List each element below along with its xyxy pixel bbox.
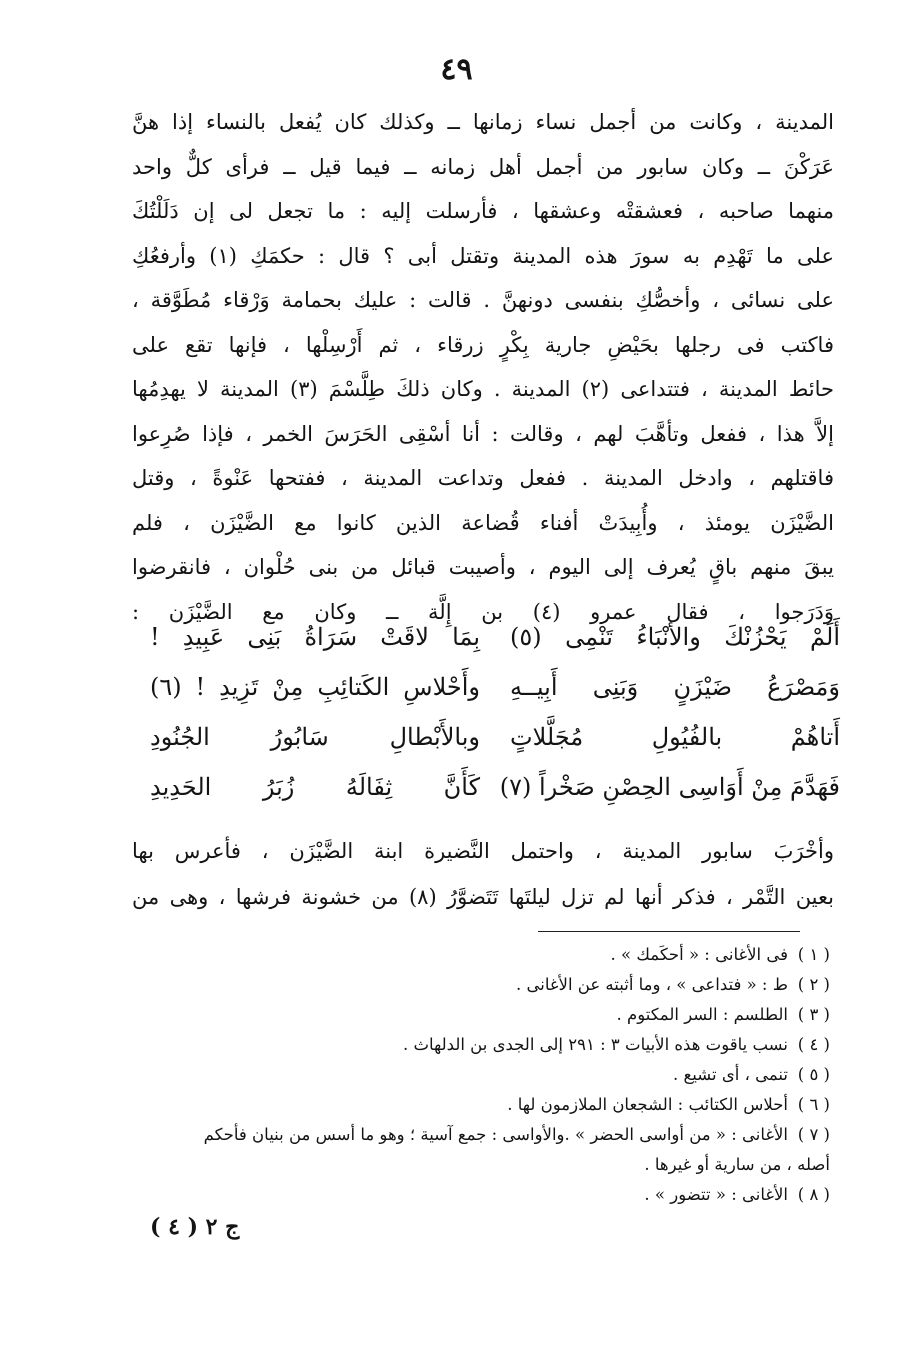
poem-verse — [150, 762, 840, 812]
text-line: فاقتلهم ، وادخل المدينة . ففعل وتداعت المدينة ، ففتحها عَنْوةً ، وقتل — [132, 466, 834, 490]
text-line: الضَّيْزَن يومئذ ، وأُبِيدَتْ أفناء قُضاعة الذين كانوا مع الضَّيْزَن ، فلم — [132, 510, 834, 535]
footnote-text: فى الأغانى : « أحكَمك » . — [610, 945, 788, 964]
footnote — [140, 1000, 830, 1030]
page-number: ٤٩ — [440, 52, 473, 87]
text-line: عَرَكْنَ ــ وكان سابور من أجمل أهل زمانه ــ فيما قيل ــ فرأى كلٌّ واحد — [132, 154, 834, 179]
text-line: إلاَّ هذا ، ففعل وتأهَّبَ لهم ، وقالت : أنا أسْقِى الحَرَسَ الخمر ، فإذا صُرِعوا — [132, 421, 834, 446]
poem-verse — [150, 712, 840, 762]
text-line: حائط المدينة ، فتتداعى (٢) المدينة . وكان ذلكَ طِلَّسْمَ (٣) المدينة لا يهدِمُها — [132, 377, 834, 401]
footnote — [140, 940, 830, 970]
verse-first-hemistich: فَهَدَّمَ مِنْ أَوَاسِى الحِصْنِ صَخْراً (٧) — [499, 773, 840, 801]
footnote-number: ( ٣ ) — [797, 1005, 830, 1024]
verse-second-hemistich: وأَحْلاسِ الكَتائِبِ مِنْ تَزِيدِ ! (٦) — [150, 673, 480, 701]
poem-verse — [150, 662, 840, 712]
footnote-continuation — [140, 1150, 830, 1180]
verse-first-hemistich: وَمَصْرَعُ ضَيْزَنٍ وَبَنِى أَبِيــهِ — [510, 673, 840, 701]
text-line: منهما صاحبه ، فعشقتْه وعشقها ، فأرسلت إليه : ما تجعل لى إن دَلَلْتُكَ — [132, 199, 834, 223]
footnote-text: الطلسم : السر المكتوم . — [616, 1005, 788, 1024]
verse-first-hemistich: أَتاهُمْ بالفُيُولِ مُجَلَّلاتٍ — [510, 723, 840, 751]
footnote-number: ( ١ ) — [797, 945, 830, 964]
text-line: وَدَرَجوا ، فقال عمرو (٤) بن إِلَّة ــ وكان مع الضَّيْزَن : — [132, 599, 834, 624]
footnote-text: نسب ياقوت هذه الأبيات ٣ : ٢٩١ إلى الجدى بن الدلهاث . — [402, 1035, 788, 1054]
verse-second-hemistich: بِمَا لاقَتْ سَرَاةُ بَنِى عَبِيدِ ! — [150, 623, 480, 651]
text-line: على نسائى ، وأخصُّكِ بنفسى دونهنَّ . قالت : عليك بحمامة وَرْقاء مُطَوَّقة ، — [132, 288, 834, 312]
footnote-number: ( ٧ ) — [797, 1125, 830, 1144]
poem-verse — [150, 612, 840, 662]
text-line: بعين التَّمْر ، فذكر أنها لم تزل ليلتَها تَتَضوَّرُ (٨) من خشونة فرشها ، وهى من — [132, 885, 834, 909]
footnote-number: ( ٤ ) — [797, 1035, 830, 1054]
footnote-text: ط : « فتداعى » ، وما أثبته عن الأغانى . — [516, 975, 788, 994]
footnote-text: الأغانى : « تتضور » . — [644, 1185, 788, 1204]
main-text — [132, 100, 834, 634]
text-line: يبقَ منهم باقٍ يُعرف إلى اليوم ، وأصيبت قبائل من بنى حُلْوان ، فانقرضوا — [132, 555, 834, 579]
footnote — [140, 1090, 830, 1120]
text-line: على ما تَهْدِم به سورَ هذه المدينة وتقتل أبى ؟ قال : حكمَكِ (١) وأرفعُكِ — [132, 243, 834, 268]
footnote-text: الأغانى : « من أواسى الحضر » .والأواسى : جمع آسية ؛ وهو ما أسس من بنيان فأحكم — [203, 1125, 788, 1144]
footnote-number: ( ٥ ) — [797, 1065, 830, 1084]
text-line: المدينة ، وكانت من أجمل نساء زمانها ــ وكذلك كان يُفعل بالنساء إذا هنَّ — [132, 110, 834, 134]
footnote — [140, 1180, 830, 1210]
footnote — [140, 970, 830, 1000]
footnote-divider — [538, 931, 800, 932]
footnotes — [140, 940, 830, 1210]
poem — [150, 612, 840, 812]
footnote-text: أحلاس الكتائب : الشجعان الملازمون لها . — [507, 1095, 788, 1114]
printer-signature: ج ٢ ( ٤ ) — [150, 1214, 240, 1240]
footnote — [140, 1030, 830, 1060]
footnote-number: ( ٨ ) — [797, 1185, 830, 1204]
closing-text — [132, 828, 834, 920]
text-line: فاكتب فى رجلها بحَيْضِ جارية بِكْرٍ زرقاء ، ثم أَرْسِلْها ، فإنها تقع على — [132, 332, 834, 357]
verse-second-hemistich: كَأَنَّ ثِفَالَهُ زُبَرُ الحَدِيدِ — [150, 773, 480, 801]
footnote-text: أصله ، من سارية أو غيرها . — [644, 1155, 830, 1174]
footnote — [140, 1120, 830, 1150]
footnote-text: تنمى ، أى تشيع . — [673, 1065, 788, 1084]
footnote-number: ( ٢ ) — [797, 975, 830, 994]
verse-second-hemistich: وبالأَبْطالِ سَابُورُ الجُنُودِ — [150, 723, 480, 751]
text-line: وأخْرَبَ سابور المدينة ، واحتمل النَّضيرة ابنة الضَّيْزَن ، فأعرس بها — [132, 839, 834, 863]
verse-first-hemistich: أَلَمْ يَحْزُنْكَ والأنْبَاءُ تَنْمِى (٥) — [510, 623, 840, 651]
footnote-number: ( ٦ ) — [797, 1095, 830, 1114]
footnote — [140, 1060, 830, 1090]
